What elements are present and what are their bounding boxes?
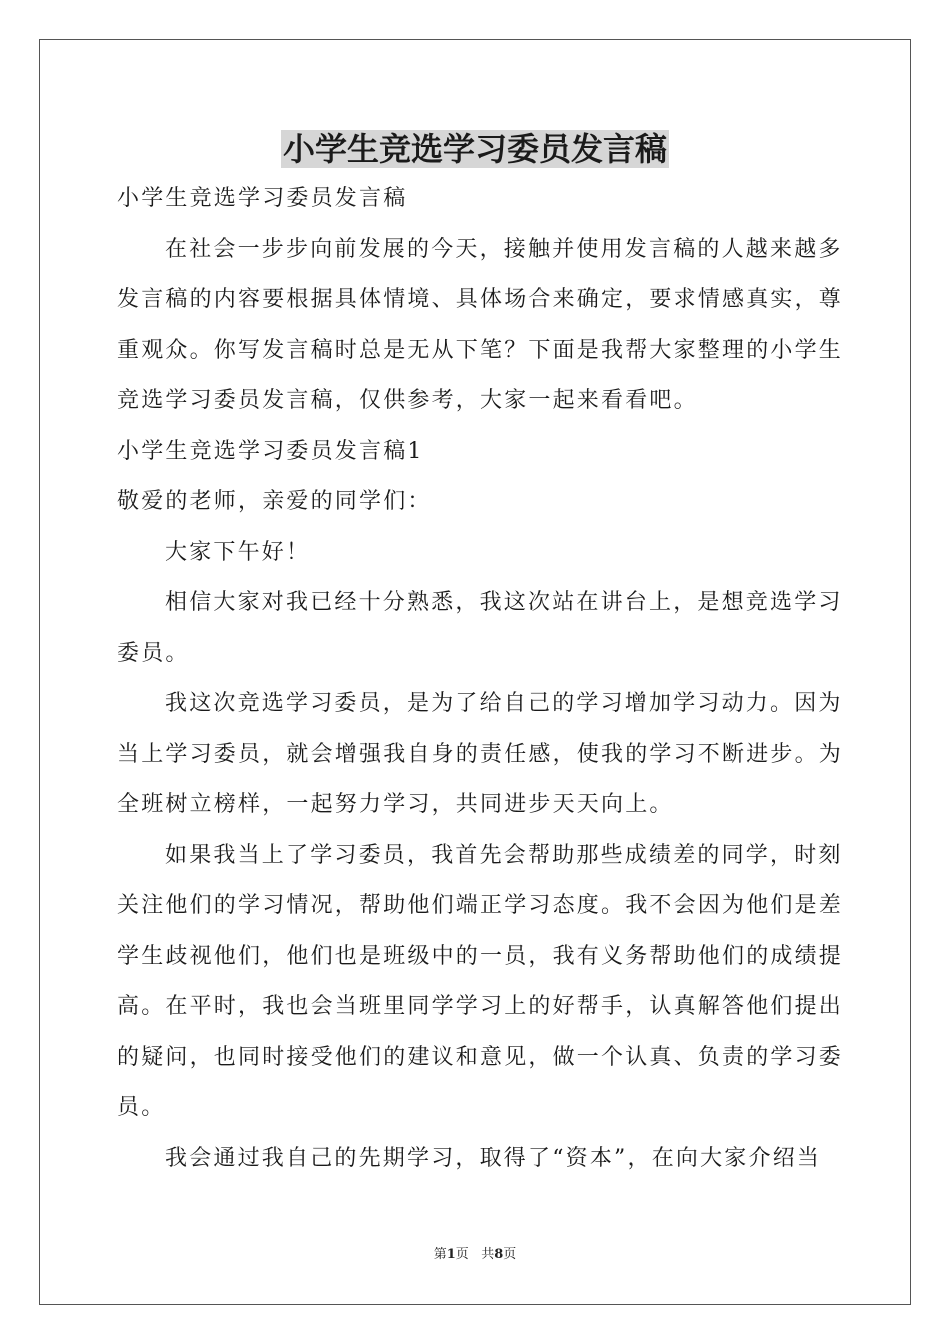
text-line: 小学生竞选学习委员发言稿1 — [117, 438, 424, 464]
text-line: 我会通过我自己的先期学习，取得了“资本”，在向大家介绍当 — [165, 1145, 822, 1171]
page-footer — [0, 1246, 950, 1264]
text-line: 大家下午好！ — [165, 539, 311, 565]
text-line: 发言稿的内容要根据具体情境、具体场合来确定，要求情感真实，尊 — [117, 287, 844, 312]
text-line: 当上学习委员，就会增强我自身的责任感，使我的学习不断进步。为 — [117, 741, 844, 767]
document-body — [117, 174, 844, 1184]
text-line: 的疑问，也同时接受他们的建议和意见，做一个认真、负责的学习委 — [117, 1044, 844, 1070]
text-line: 在社会一步步向前发展的今天，接触并使用发言稿的人越来越多 — [165, 236, 843, 262]
document-title-text: 小学生竞选学习委员发言稿 — [282, 130, 667, 168]
text-line: 小学生竞选学习委员发言稿 — [117, 186, 408, 211]
text-line: 员。 — [117, 1095, 166, 1120]
footer-page-prefix: 第 — [433, 1247, 447, 1262]
text-line: 竞选学习委员发言稿，仅供参考，大家一起来看看吧。 — [117, 388, 698, 413]
document-title — [0, 126, 950, 172]
text-line: 委员。 — [117, 640, 190, 666]
text-line: 如果我当上了学习委员，我首先会帮助那些成绩差的同学，时刻 — [165, 842, 843, 868]
text-line: 我这次竞选学习委员，是为了给自己的学习增加学习动力。因为 — [165, 691, 843, 716]
text-line: 相信大家对我已经十分熟悉，我这次站在讲台上，是想竞选学习 — [165, 590, 843, 615]
footer-page-number: 1 — [446, 1247, 456, 1262]
text-line: 学生歧视他们，他们也是班级中的一员，我有义务帮助他们的成绩提 — [117, 943, 844, 969]
text-line: 全班树立榜样，一起努力学习，共同进步天天向上。 — [117, 792, 674, 817]
footer-total-suffix: 页 — [503, 1247, 517, 1262]
footer-page-suffix: 页 — [455, 1247, 469, 1262]
text-line: 关注他们的学习情况，帮助他们端正学习态度。我不会因为他们是差 — [117, 893, 844, 918]
text-line: 重观众。你写发言稿时总是无从下笔？下面是我帮大家整理的小学生 — [117, 337, 844, 363]
footer-total-pages: 8 — [494, 1247, 504, 1262]
text-line: 高。在平时，我也会当班里同学学习上的好帮手，认真解答他们提出 — [117, 994, 844, 1019]
text-line: 敬爱的老师，亲爱的同学们： — [117, 489, 432, 514]
footer-total-prefix: 共 — [481, 1247, 495, 1262]
